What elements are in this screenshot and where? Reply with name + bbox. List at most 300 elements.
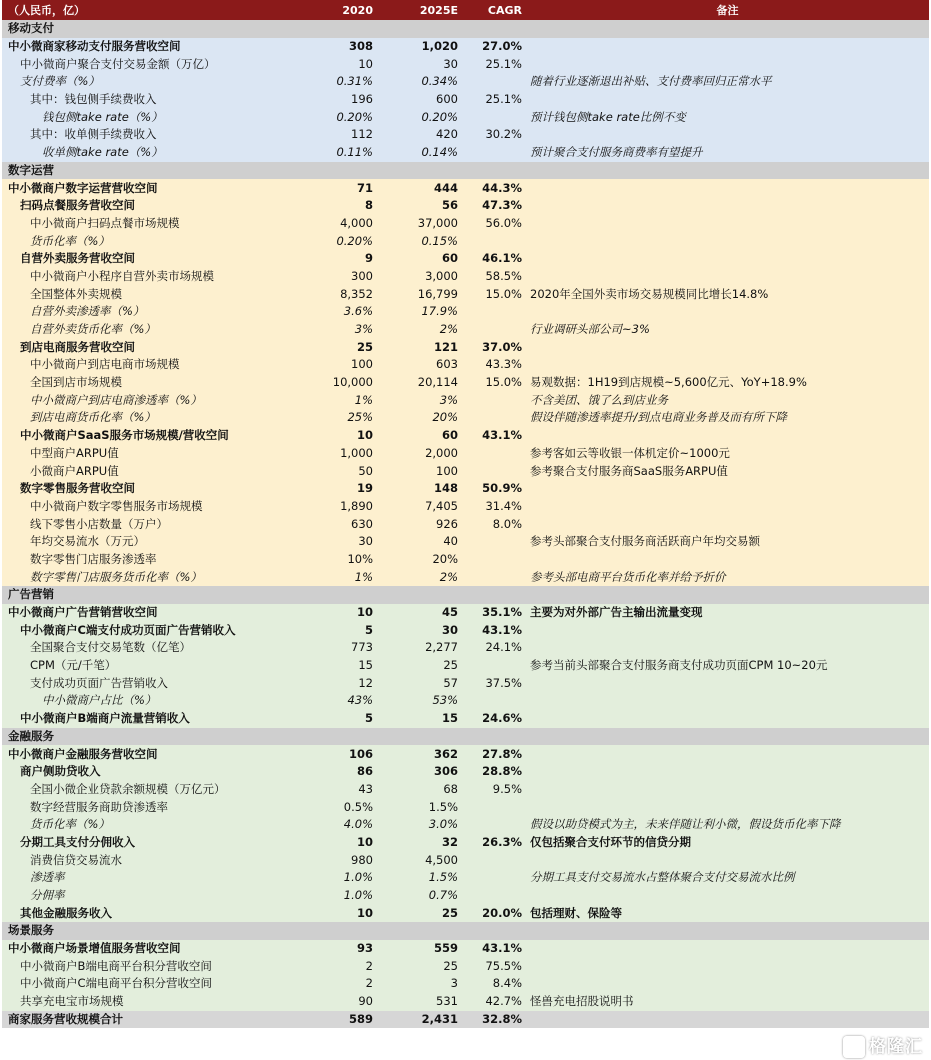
row-note <box>526 480 929 498</box>
row-note: 假设伴随渗透率提升/到点电商业务普及而有所下降 <box>526 409 929 427</box>
value-cagr: 25.1% <box>462 91 526 109</box>
row-note: 预计钱包侧take rate比例不变 <box>526 108 929 126</box>
table-row <box>2 816 929 834</box>
value-2020: 0.5% <box>302 798 377 816</box>
value-2025e: 0.15% <box>377 232 462 250</box>
header-2025e: 2025E <box>377 0 462 20</box>
value-cagr: 50.9% <box>462 480 526 498</box>
value-2025e: 30 <box>377 55 462 73</box>
row-label: 支付费率（%） <box>2 73 302 91</box>
row-label: 自营外卖货币化率（%） <box>2 321 302 339</box>
value-cagr: 43.1% <box>462 621 526 639</box>
row-note: 主要为对外部广告主输出流量变现 <box>526 604 929 622</box>
value-2025e: 20,114 <box>377 374 462 392</box>
row-label: 扫码点餐服务营收空间 <box>2 197 302 215</box>
value-2025e: 600 <box>377 91 462 109</box>
row-label: 中小微商户到店电商渗透率（%） <box>2 391 302 409</box>
row-note <box>526 498 929 516</box>
table-row <box>2 957 929 975</box>
value-cagr <box>462 144 526 162</box>
table-row <box>2 427 929 445</box>
row-note <box>526 232 929 250</box>
value-cagr <box>462 692 526 710</box>
value-cagr <box>462 798 526 816</box>
row-note <box>526 639 929 657</box>
row-note: 易观数据：1H19到店规模~5,600亿元、YoY+18.9% <box>526 374 929 392</box>
value-2025e: 32 <box>377 834 462 852</box>
table-row <box>2 179 929 197</box>
value-2020: 10,000 <box>302 374 377 392</box>
value-cagr: 42.7% <box>462 993 526 1011</box>
row-label: 中小微商户SaaS服务市场规模/营收空间 <box>2 427 302 445</box>
row-label: 中型商户ARPU值 <box>2 445 302 463</box>
value-2025e: 3.0% <box>377 816 462 834</box>
row-label: 货币化率（%） <box>2 816 302 834</box>
section-title: 移动支付 <box>2 20 929 38</box>
row-note <box>526 515 929 533</box>
value-2025e: 306 <box>377 763 462 781</box>
row-label: 共享充电宝市场规模 <box>2 993 302 1011</box>
value-2020: 25% <box>302 409 377 427</box>
table-row <box>2 710 929 728</box>
row-note: 假设以助贷模式为主，未来伴随让利小微，假设货币化率下降 <box>526 816 929 834</box>
value-2025e: 444 <box>377 179 462 197</box>
value-2025e: 1.5% <box>377 869 462 887</box>
value-2020: 15 <box>302 657 377 675</box>
table-row <box>2 38 929 56</box>
table-row <box>2 568 929 586</box>
section-header-row <box>2 586 929 604</box>
row-label: 中小微商户聚合支付交易金额（万亿） <box>2 55 302 73</box>
table-row <box>2 993 929 1011</box>
table-row <box>2 975 929 993</box>
value-2020: 5 <box>302 710 377 728</box>
row-label: 其中：收单侧手续费收入 <box>2 126 302 144</box>
table-row <box>2 232 929 250</box>
value-cagr <box>462 108 526 126</box>
row-label: 其他金融服务收入 <box>2 904 302 922</box>
section-header-row <box>2 728 929 746</box>
value-2025e: 4,500 <box>377 851 462 869</box>
row-note: 行业调研头部公司~3% <box>526 321 929 339</box>
value-cagr: 43.1% <box>462 940 526 958</box>
value-2025e: 2,277 <box>377 639 462 657</box>
value-cagr: 32.8% <box>462 1011 526 1029</box>
value-2025e: 1.5% <box>377 798 462 816</box>
value-2025e: 20% <box>377 409 462 427</box>
value-2020: 10 <box>302 834 377 852</box>
table-row <box>2 480 929 498</box>
value-2025e: 148 <box>377 480 462 498</box>
value-cagr: 37.5% <box>462 674 526 692</box>
row-label: 全国聚合支付交易笔数（亿笔） <box>2 639 302 657</box>
row-note <box>526 303 929 321</box>
row-note: 分期工具支付交易流水占整体聚合支付交易流水比例 <box>526 869 929 887</box>
value-2020: 30 <box>302 533 377 551</box>
value-2020: 196 <box>302 91 377 109</box>
value-2025e: 0.34% <box>377 73 462 91</box>
row-label: 数字经营服务商助贷渗透率 <box>2 798 302 816</box>
row-label: 中小微商户广告营销营收空间 <box>2 604 302 622</box>
section-title: 广告营销 <box>2 586 929 604</box>
value-2020: 1,000 <box>302 445 377 463</box>
row-label: 渗透率 <box>2 869 302 887</box>
table-row <box>2 781 929 799</box>
table-row <box>2 621 929 639</box>
revenue-table <box>2 0 929 1028</box>
value-2025e: 2,000 <box>377 445 462 463</box>
value-2025e: 56 <box>377 197 462 215</box>
table-row <box>2 268 929 286</box>
value-2020: 589 <box>302 1011 377 1029</box>
value-2025e: 20% <box>377 551 462 569</box>
table-row <box>2 798 929 816</box>
row-label: 自营外卖渗透率（%） <box>2 303 302 321</box>
row-label: 中小微商户B端商户流量营销收入 <box>2 710 302 728</box>
value-2020: 0.31% <box>302 73 377 91</box>
row-note <box>526 1011 929 1029</box>
value-cagr: 47.3% <box>462 197 526 215</box>
table-row <box>2 604 929 622</box>
table-row <box>2 674 929 692</box>
value-2025e: 30 <box>377 621 462 639</box>
value-2020: 1,890 <box>302 498 377 516</box>
value-2025e: 17.9% <box>377 303 462 321</box>
table-row <box>2 745 929 763</box>
value-cagr: 27.8% <box>462 745 526 763</box>
row-label: 年均交易流水（万元） <box>2 533 302 551</box>
row-note <box>526 179 929 197</box>
value-cagr: 9.5% <box>462 781 526 799</box>
value-2020: 1.0% <box>302 869 377 887</box>
value-2025e: 3% <box>377 391 462 409</box>
row-note <box>526 427 929 445</box>
value-2020: 19 <box>302 480 377 498</box>
row-note: 随着行业逐渐退出补贴、支付费率回归正常水平 <box>526 73 929 91</box>
total-row <box>2 1011 929 1029</box>
value-cagr: 28.8% <box>462 763 526 781</box>
value-2020: 2 <box>302 957 377 975</box>
row-note <box>526 940 929 958</box>
row-note: 包括理财、保险等 <box>526 904 929 922</box>
value-2020: 4,000 <box>302 215 377 233</box>
value-2025e: 2,431 <box>377 1011 462 1029</box>
value-2025e: 60 <box>377 250 462 268</box>
value-cagr <box>462 851 526 869</box>
row-label: 小微商户ARPU值 <box>2 462 302 480</box>
value-2020: 100 <box>302 356 377 374</box>
table-row <box>2 215 929 233</box>
row-note <box>526 250 929 268</box>
table-row <box>2 851 929 869</box>
row-label: 中小微商户小程序自营外卖市场规模 <box>2 268 302 286</box>
value-2025e: 3,000 <box>377 268 462 286</box>
row-label: CPM（元/千笔） <box>2 657 302 675</box>
header-cagr: CAGR <box>462 0 526 20</box>
value-cagr: 56.0% <box>462 215 526 233</box>
value-cagr <box>462 303 526 321</box>
table-row <box>2 285 929 303</box>
header-note: 备注 <box>526 0 929 20</box>
value-2025e: 1,020 <box>377 38 462 56</box>
value-cagr: 15.0% <box>462 374 526 392</box>
value-2020: 1% <box>302 568 377 586</box>
value-2025e: 15 <box>377 710 462 728</box>
table-row <box>2 73 929 91</box>
value-2025e: 2% <box>377 321 462 339</box>
value-2025e: 603 <box>377 356 462 374</box>
row-note: 怪兽充电招股说明书 <box>526 993 929 1011</box>
section-header-row <box>2 162 929 180</box>
value-2025e: 0.20% <box>377 108 462 126</box>
row-note <box>526 197 929 215</box>
row-label: 中小微商户数字零售服务市场规模 <box>2 498 302 516</box>
value-2025e: 7,405 <box>377 498 462 516</box>
table-row <box>2 391 929 409</box>
value-2025e: 926 <box>377 515 462 533</box>
value-2025e: 121 <box>377 338 462 356</box>
value-cagr <box>462 551 526 569</box>
value-cagr: 46.1% <box>462 250 526 268</box>
value-2025e: 0.14% <box>377 144 462 162</box>
value-2025e: 60 <box>377 427 462 445</box>
table-row <box>2 904 929 922</box>
watermark <box>843 1032 923 1058</box>
row-note <box>526 710 929 728</box>
value-cagr <box>462 462 526 480</box>
value-2020: 9 <box>302 250 377 268</box>
value-2025e: 40 <box>377 533 462 551</box>
table-row <box>2 338 929 356</box>
row-note <box>526 887 929 905</box>
value-2025e: 420 <box>377 126 462 144</box>
row-label: 数字零售服务营收空间 <box>2 480 302 498</box>
value-2020: 10 <box>302 427 377 445</box>
value-2020: 4.0% <box>302 816 377 834</box>
value-2020: 308 <box>302 38 377 56</box>
section-title: 场景服务 <box>2 922 929 940</box>
row-label: 收单侧take rate（%） <box>2 144 302 162</box>
row-note <box>526 338 929 356</box>
value-cagr: 31.4% <box>462 498 526 516</box>
value-2020: 93 <box>302 940 377 958</box>
value-2020: 630 <box>302 515 377 533</box>
table-body <box>2 20 929 1028</box>
value-cagr: 43.3% <box>462 356 526 374</box>
row-note: 参考客如云等收银一体机定价~1000元 <box>526 445 929 463</box>
row-note <box>526 215 929 233</box>
row-note: 参考聚合支付服务商SaaS服务ARPU值 <box>526 462 929 480</box>
value-2025e: 53% <box>377 692 462 710</box>
value-cagr <box>462 816 526 834</box>
row-note <box>526 957 929 975</box>
value-2025e: 25 <box>377 957 462 975</box>
table-row <box>2 144 929 162</box>
logo-icon <box>843 1036 865 1058</box>
row-note: 参考当前头部聚合支付服务商支付成功页面CPM 10~20元 <box>526 657 929 675</box>
row-label: 中小微商家移动支付服务营收空间 <box>2 38 302 56</box>
row-label: 全国整体外卖规模 <box>2 285 302 303</box>
value-2025e: 45 <box>377 604 462 622</box>
value-2020: 2 <box>302 975 377 993</box>
value-2020: 112 <box>302 126 377 144</box>
row-note <box>526 268 929 286</box>
value-cagr <box>462 391 526 409</box>
value-2025e: 0.7% <box>377 887 462 905</box>
row-label: 商家服务营收规模合计 <box>2 1011 302 1029</box>
value-cagr: 58.5% <box>462 268 526 286</box>
row-label: 分期工具支付分佣收入 <box>2 834 302 852</box>
value-cagr: 24.1% <box>462 639 526 657</box>
table-row <box>2 887 929 905</box>
row-label: 到店电商服务营收空间 <box>2 338 302 356</box>
row-label: 中小微商户C端支付成功页面广告营销收入 <box>2 621 302 639</box>
row-note <box>526 55 929 73</box>
value-2020: 3.6% <box>302 303 377 321</box>
value-2020: 300 <box>302 268 377 286</box>
section-header-row <box>2 922 929 940</box>
value-2025e: 362 <box>377 745 462 763</box>
value-cagr: 27.0% <box>462 38 526 56</box>
value-2020: 3% <box>302 321 377 339</box>
table-row <box>2 515 929 533</box>
value-cagr <box>462 887 526 905</box>
value-cagr: 24.6% <box>462 710 526 728</box>
value-2025e: 2% <box>377 568 462 586</box>
row-label: 全国到店市场规模 <box>2 374 302 392</box>
value-cagr <box>462 533 526 551</box>
row-label: 消费信贷交易流水 <box>2 851 302 869</box>
value-2025e: 68 <box>377 781 462 799</box>
row-label: 中小微商户B端电商平台积分营收空间 <box>2 957 302 975</box>
value-2020: 10 <box>302 904 377 922</box>
table-row <box>2 940 929 958</box>
value-cagr: 8.0% <box>462 515 526 533</box>
value-2020: 43% <box>302 692 377 710</box>
table-row <box>2 533 929 551</box>
table-row <box>2 374 929 392</box>
value-2020: 71 <box>302 179 377 197</box>
row-label: 自营外卖服务营收空间 <box>2 250 302 268</box>
row-note: 预计聚合支付服务商费率有望提升 <box>526 144 929 162</box>
value-2020: 25 <box>302 338 377 356</box>
value-2020: 1% <box>302 391 377 409</box>
value-2020: 10 <box>302 604 377 622</box>
row-note <box>526 91 929 109</box>
table-row <box>2 55 929 73</box>
value-cagr <box>462 568 526 586</box>
row-label: 到店电商货币化率（%） <box>2 409 302 427</box>
row-note <box>526 126 929 144</box>
value-2020: 5 <box>302 621 377 639</box>
row-label: 中小微商户数字运营营收空间 <box>2 179 302 197</box>
table-row <box>2 108 929 126</box>
table-row <box>2 321 929 339</box>
table-row <box>2 763 929 781</box>
table-row <box>2 126 929 144</box>
row-label: 中小微商户扫码点餐市场规模 <box>2 215 302 233</box>
value-2025e: 25 <box>377 657 462 675</box>
row-label: 商户侧助贷收入 <box>2 763 302 781</box>
row-label: 分佣率 <box>2 887 302 905</box>
row-label: 线下零售小店数量（万户） <box>2 515 302 533</box>
value-cagr: 44.3% <box>462 179 526 197</box>
row-label: 数字零售门店服务渗透率 <box>2 551 302 569</box>
value-cagr: 35.1% <box>462 604 526 622</box>
value-cagr: 26.3% <box>462 834 526 852</box>
table-row <box>2 445 929 463</box>
value-cagr <box>462 321 526 339</box>
row-note <box>526 551 929 569</box>
table-row <box>2 409 929 427</box>
value-cagr: 75.5% <box>462 957 526 975</box>
row-note <box>526 38 929 56</box>
value-cagr <box>462 657 526 675</box>
row-note: 参考头部电商平台货币化率并给予折价 <box>526 568 929 586</box>
table-row <box>2 639 929 657</box>
section-header-row <box>2 20 929 38</box>
row-note <box>526 763 929 781</box>
value-cagr <box>462 409 526 427</box>
row-note: 2020年全国外卖市场交易规模同比增长14.8% <box>526 285 929 303</box>
value-2020: 43 <box>302 781 377 799</box>
row-note: 参考头部聚合支付服务商活跃商户年均交易额 <box>526 533 929 551</box>
value-2020: 86 <box>302 763 377 781</box>
row-note <box>526 674 929 692</box>
value-2025e: 559 <box>377 940 462 958</box>
row-label: 钱包侧take rate（%） <box>2 108 302 126</box>
value-2020: 1.0% <box>302 887 377 905</box>
row-label: 中小微商户到店电商市场规模 <box>2 356 302 374</box>
value-2025e: 16,799 <box>377 285 462 303</box>
value-2020: 8 <box>302 197 377 215</box>
value-2025e: 100 <box>377 462 462 480</box>
row-label: 中小微商户场景增值服务营收空间 <box>2 940 302 958</box>
section-title: 金融服务 <box>2 728 929 746</box>
table-row <box>2 303 929 321</box>
value-2020: 50 <box>302 462 377 480</box>
table-row <box>2 551 929 569</box>
table-row <box>2 91 929 109</box>
table-row <box>2 250 929 268</box>
value-2020: 0.11% <box>302 144 377 162</box>
value-cagr: 8.4% <box>462 975 526 993</box>
table-row <box>2 692 929 710</box>
value-2020: 0.20% <box>302 108 377 126</box>
row-note <box>526 781 929 799</box>
value-cagr: 30.2% <box>462 126 526 144</box>
value-2020: 106 <box>302 745 377 763</box>
value-cagr: 20.0% <box>462 904 526 922</box>
row-label: 中小微商户金融服务营收空间 <box>2 745 302 763</box>
value-cagr <box>462 445 526 463</box>
row-note <box>526 975 929 993</box>
row-note <box>526 745 929 763</box>
value-cagr: 43.1% <box>462 427 526 445</box>
row-note <box>526 692 929 710</box>
value-cagr <box>462 73 526 91</box>
row-note <box>526 356 929 374</box>
value-cagr <box>462 232 526 250</box>
value-2020: 773 <box>302 639 377 657</box>
row-note <box>526 851 929 869</box>
section-title: 数字运营 <box>2 162 929 180</box>
row-label: 中小微商户占比（%） <box>2 692 302 710</box>
value-2020: 10 <box>302 55 377 73</box>
value-2020: 8,352 <box>302 285 377 303</box>
row-note <box>526 798 929 816</box>
row-label: 中小微商户C端电商平台积分营收空间 <box>2 975 302 993</box>
